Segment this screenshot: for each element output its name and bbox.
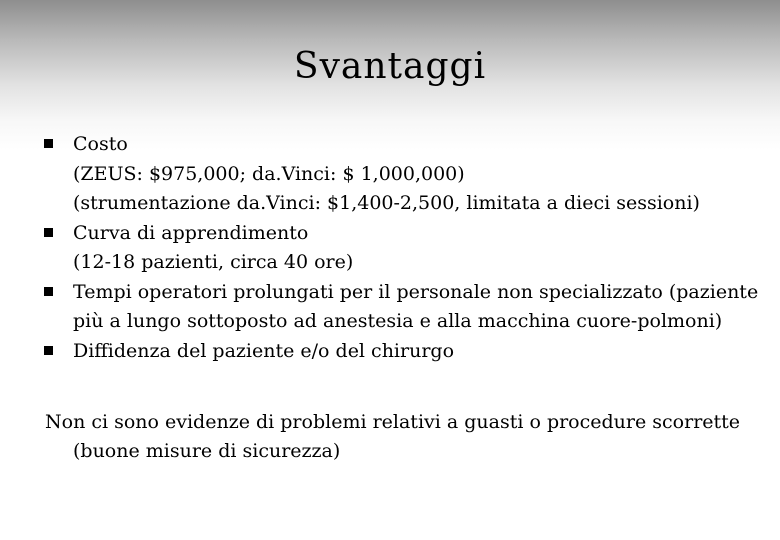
- footer-note: [45, 408, 745, 466]
- bullet-heading: Curva di apprendimento: [73, 221, 309, 244]
- footer-note-line: Non ci sono evidenze di problemi relativi a guasti o procedure scorrette: [45, 411, 741, 433]
- bullet-list: [0, 130, 780, 366]
- bullet-item-distrust: [0, 337, 780, 367]
- bullet-item-learning-curve: [0, 219, 780, 278]
- bullet-item-operating-times: [0, 278, 780, 337]
- bullet-heading: Diffidenza del paziente e/o del chirurgo: [73, 339, 455, 362]
- bullet-detail: (strumentazione da.Vinci: $1,400-2,500, limitata a dieci sessioni): [73, 192, 700, 214]
- square-bullet-icon: [44, 346, 53, 355]
- bullet-heading: Tempi operatori prolungati per il personale non specializzato (paziente: [73, 280, 759, 303]
- square-bullet-icon: [44, 287, 53, 296]
- square-bullet-icon: [44, 139, 53, 148]
- slide-title: Svantaggi: [293, 46, 487, 87]
- bullet-detail: più a lungo sottoposto ad anestesia e alla macchina cuore-polmoni): [73, 310, 723, 332]
- bullet-item-cost: [0, 130, 780, 219]
- square-bullet-icon: [44, 228, 53, 237]
- bullet-heading: Costo: [73, 133, 128, 155]
- footer-note-line: (buone misure di sicurezza): [73, 440, 341, 462]
- bullet-detail: (12-18 pazienti, circa 40 ore): [73, 251, 354, 273]
- bullet-detail: (ZEUS: $975,000; da.Vinci: $ 1,000,000): [73, 162, 465, 185]
